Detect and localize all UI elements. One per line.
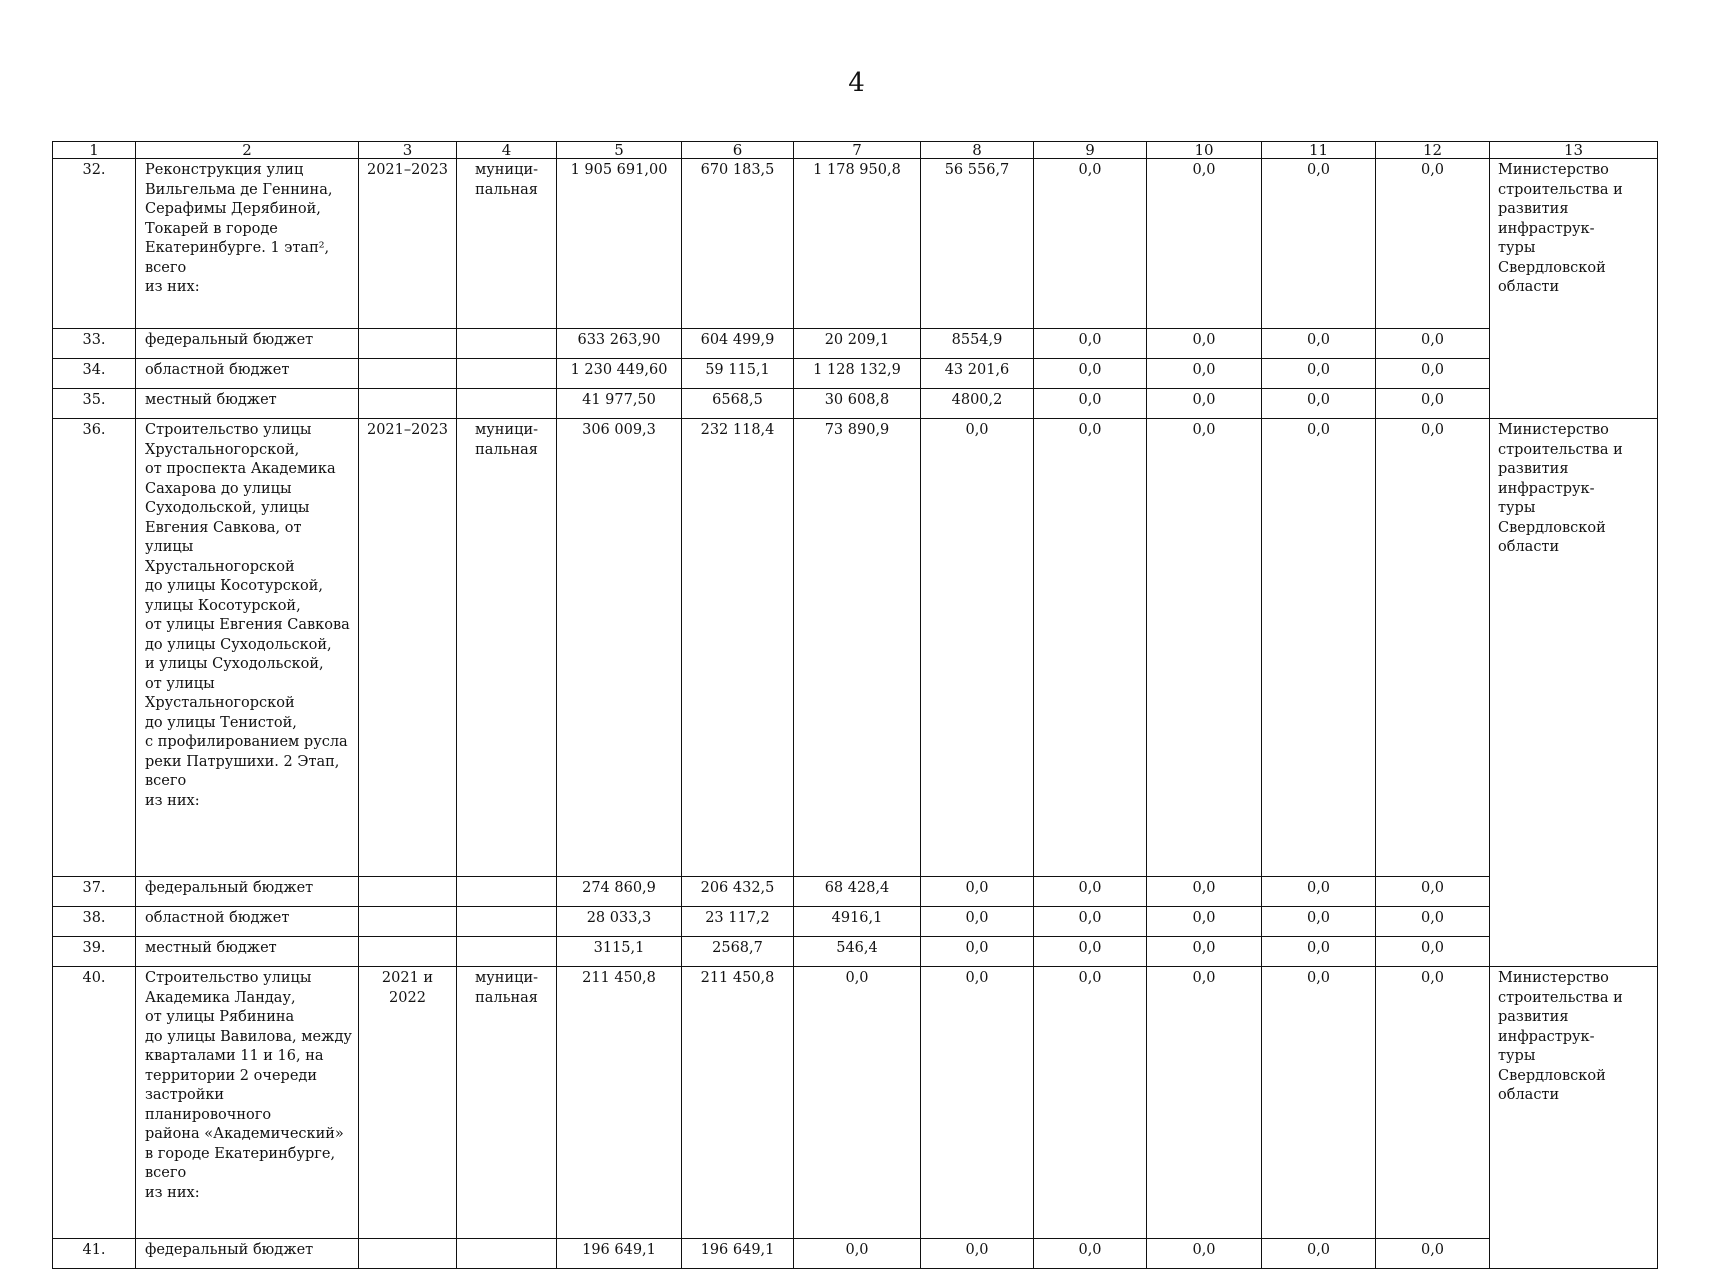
ownership-level xyxy=(457,1239,557,1269)
amount-cell: 232 118,4 xyxy=(682,419,794,877)
amount-cell: 41 977,50 xyxy=(557,389,682,419)
amount-cell: 0,0 xyxy=(1376,419,1490,877)
amount-cell: 0,0 xyxy=(1376,877,1490,907)
amount-cell: 1 128 132,9 xyxy=(794,359,921,389)
object-name: местный бюджет xyxy=(136,937,359,967)
amount-cell: 0,0 xyxy=(1147,907,1262,937)
amount-cell: 546,4 xyxy=(794,937,921,967)
ownership-level xyxy=(457,937,557,967)
amount-cell: 0,0 xyxy=(1262,359,1376,389)
amount-cell: 0,0 xyxy=(1147,1239,1262,1269)
implementation-years: 2021 и 2022 xyxy=(359,967,457,1239)
amount-cell: 0,0 xyxy=(921,937,1034,967)
column-header: 5 xyxy=(557,142,682,159)
amount-cell: 4800,2 xyxy=(921,389,1034,419)
amount-cell: 0,0 xyxy=(1376,329,1490,359)
implementation-years xyxy=(359,359,457,389)
amount-cell: 0,0 xyxy=(1034,877,1147,907)
row-number: 33. xyxy=(53,329,136,359)
column-header: 9 xyxy=(1034,142,1147,159)
table-row xyxy=(53,877,1658,907)
row-number: 37. xyxy=(53,877,136,907)
object-name: федеральный бюджет xyxy=(136,1239,359,1269)
column-header: 1 xyxy=(53,142,136,159)
column-header: 11 xyxy=(1262,142,1376,159)
object-name: федеральный бюджет xyxy=(136,877,359,907)
amount-cell: 0,0 xyxy=(1262,389,1376,419)
budget-table xyxy=(52,141,1658,1269)
amount-cell: 196 649,1 xyxy=(557,1239,682,1269)
amount-cell: 1 905 691,00 xyxy=(557,159,682,329)
amount-cell: 0,0 xyxy=(1262,419,1376,877)
column-header: 2 xyxy=(136,142,359,159)
implementation-years xyxy=(359,329,457,359)
column-header: 10 xyxy=(1147,142,1262,159)
amount-cell: 0,0 xyxy=(921,1239,1034,1269)
amount-cell: 0,0 xyxy=(1376,1239,1490,1269)
ownership-level: муници- пальная xyxy=(457,419,557,877)
amount-cell: 0,0 xyxy=(1147,389,1262,419)
object-name: областной бюджет xyxy=(136,907,359,937)
amount-cell: 43 201,6 xyxy=(921,359,1034,389)
row-number: 38. xyxy=(53,907,136,937)
amount-cell: 0,0 xyxy=(1262,1239,1376,1269)
amount-cell: 0,0 xyxy=(1147,159,1262,329)
amount-cell: 28 033,3 xyxy=(557,907,682,937)
amount-cell: 30 608,8 xyxy=(794,389,921,419)
amount-cell: 23 117,2 xyxy=(682,907,794,937)
implementation-years xyxy=(359,877,457,907)
amount-cell: 670 183,5 xyxy=(682,159,794,329)
amount-cell: 211 450,8 xyxy=(682,967,794,1239)
amount-cell: 196 649,1 xyxy=(682,1239,794,1269)
amount-cell: 0,0 xyxy=(1262,907,1376,937)
amount-cell: 0,0 xyxy=(1034,359,1147,389)
object-name: Реконструкция улиц Вильгельма де Геннина, Серафимы Дерябиной, Токарей в городе Екатеринбурге. 1 этап², всего из них: xyxy=(136,159,359,329)
amount-cell: 0,0 xyxy=(1147,967,1262,1239)
amount-cell: 0,0 xyxy=(1262,329,1376,359)
page-number: 4 xyxy=(848,68,865,98)
amount-cell: 0,0 xyxy=(1147,937,1262,967)
amount-cell: 1 178 950,8 xyxy=(794,159,921,329)
implementation-years xyxy=(359,907,457,937)
table-row xyxy=(53,389,1658,419)
table-row xyxy=(53,329,1658,359)
amount-cell: 2568,7 xyxy=(682,937,794,967)
amount-cell: 0,0 xyxy=(1147,419,1262,877)
row-number: 39. xyxy=(53,937,136,967)
amount-cell: 206 432,5 xyxy=(682,877,794,907)
amount-cell: 6568,5 xyxy=(682,389,794,419)
object-name: местный бюджет xyxy=(136,389,359,419)
row-number: 41. xyxy=(53,1239,136,1269)
ownership-level: муници- пальная xyxy=(457,967,557,1239)
amount-cell: 0,0 xyxy=(1034,329,1147,359)
amount-cell: 0,0 xyxy=(921,877,1034,907)
amount-cell: 604 499,9 xyxy=(682,329,794,359)
amount-cell: 0,0 xyxy=(1376,389,1490,419)
amount-cell: 0,0 xyxy=(794,967,921,1239)
column-header: 13 xyxy=(1490,142,1658,159)
executor-cell: Министерство строительства и развития инфраструк- туры Свердловской области xyxy=(1490,419,1658,967)
amount-cell: 0,0 xyxy=(1034,907,1147,937)
table-row xyxy=(53,359,1658,389)
object-name: Строительство улицы Академика Ландау, от улицы Рябинина до улицы Вавилова, между кварталами 11 и 16, на территории 2 очереди застройки планировочного района «Академический» в городе Екатеринбурге, всего из них: xyxy=(136,967,359,1239)
column-header: 7 xyxy=(794,142,921,159)
amount-cell: 0,0 xyxy=(1262,159,1376,329)
ownership-level: муници- пальная xyxy=(457,159,557,329)
amount-cell: 1 230 449,60 xyxy=(557,359,682,389)
amount-cell: 0,0 xyxy=(1034,937,1147,967)
amount-cell: 306 009,3 xyxy=(557,419,682,877)
table-row xyxy=(53,907,1658,937)
executor-cell: Министерство строительства и развития инфраструк- туры Свердловской области xyxy=(1490,967,1658,1269)
amount-cell: 8554,9 xyxy=(921,329,1034,359)
amount-cell: 0,0 xyxy=(1262,937,1376,967)
ownership-level xyxy=(457,359,557,389)
table-row xyxy=(53,159,1658,329)
object-name: областной бюджет xyxy=(136,359,359,389)
implementation-years: 2021–2023 xyxy=(359,419,457,877)
table-row xyxy=(53,967,1658,1239)
amount-cell: 68 428,4 xyxy=(794,877,921,907)
amount-cell: 0,0 xyxy=(1376,937,1490,967)
amount-cell: 0,0 xyxy=(1376,967,1490,1239)
amount-cell: 274 860,9 xyxy=(557,877,682,907)
column-header: 3 xyxy=(359,142,457,159)
amount-cell: 56 556,7 xyxy=(921,159,1034,329)
amount-cell: 0,0 xyxy=(1034,1239,1147,1269)
amount-cell: 0,0 xyxy=(794,1239,921,1269)
object-name: Строительство улицы Хрустальногорской, от проспекта Академика Сахарова до улицы Суходольской, улицы Евгения Савкова, от улицы Хрустальногорской до улицы Косотурской, улицы Косотурской, от улицы Евгения Савкова до улицы Суходольской, и улицы Суходольской, от улицы Хрустальногорской до улицы Тенистой, с профилированием русла реки Патрушихи. 2 Этап, всего из них: xyxy=(136,419,359,877)
amount-cell: 0,0 xyxy=(1034,419,1147,877)
column-header: 8 xyxy=(921,142,1034,159)
object-name: федеральный бюджет xyxy=(136,329,359,359)
amount-cell: 3115,1 xyxy=(557,937,682,967)
implementation-years xyxy=(359,389,457,419)
amount-cell: 59 115,1 xyxy=(682,359,794,389)
amount-cell: 0,0 xyxy=(1147,329,1262,359)
amount-cell: 0,0 xyxy=(1376,359,1490,389)
row-number: 32. xyxy=(53,159,136,329)
table-row xyxy=(53,1239,1658,1269)
column-header: 6 xyxy=(682,142,794,159)
row-number: 34. xyxy=(53,359,136,389)
ownership-level xyxy=(457,329,557,359)
implementation-years: 2021–2023 xyxy=(359,159,457,329)
implementation-years xyxy=(359,937,457,967)
column-header: 12 xyxy=(1376,142,1490,159)
table-row xyxy=(53,419,1658,877)
implementation-years xyxy=(359,1239,457,1269)
amount-cell: 0,0 xyxy=(1376,907,1490,937)
amount-cell: 0,0 xyxy=(1034,159,1147,329)
amount-cell: 73 890,9 xyxy=(794,419,921,877)
amount-cell: 4916,1 xyxy=(794,907,921,937)
executor-cell: Министерство строительства и развития инфраструк- туры Свердловской области xyxy=(1490,159,1658,419)
amount-cell: 0,0 xyxy=(1034,389,1147,419)
amount-cell: 0,0 xyxy=(1034,967,1147,1239)
amount-cell: 0,0 xyxy=(921,419,1034,877)
ownership-level xyxy=(457,877,557,907)
amount-cell: 633 263,90 xyxy=(557,329,682,359)
row-number: 40. xyxy=(53,967,136,1239)
table-row xyxy=(53,937,1658,967)
amount-cell: 0,0 xyxy=(1262,967,1376,1239)
amount-cell: 0,0 xyxy=(921,907,1034,937)
amount-cell: 0,0 xyxy=(921,967,1034,1239)
column-header: 4 xyxy=(457,142,557,159)
amount-cell: 0,0 xyxy=(1376,159,1490,329)
ownership-level xyxy=(457,907,557,937)
row-number: 35. xyxy=(53,389,136,419)
row-number: 36. xyxy=(53,419,136,877)
amount-cell: 0,0 xyxy=(1262,877,1376,907)
amount-cell: 0,0 xyxy=(1147,359,1262,389)
amount-cell: 20 209,1 xyxy=(794,329,921,359)
column-header-row xyxy=(53,142,1658,159)
amount-cell: 211 450,8 xyxy=(557,967,682,1239)
amount-cell: 0,0 xyxy=(1147,877,1262,907)
ownership-level xyxy=(457,389,557,419)
